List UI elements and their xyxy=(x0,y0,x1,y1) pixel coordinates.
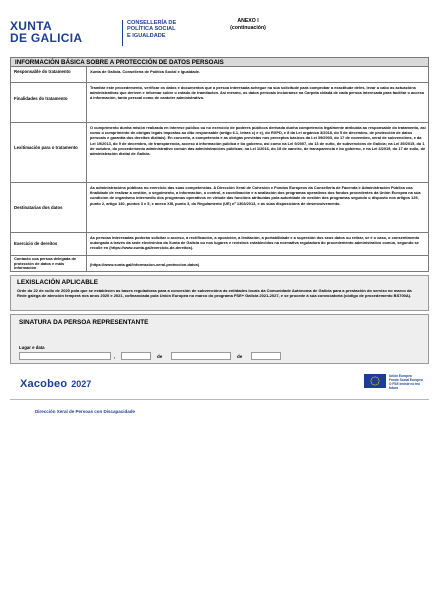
conselleria-line1: CONSELLERÍA DE xyxy=(127,20,177,26)
table-row-responsable xyxy=(10,67,429,83)
comma-separator: , xyxy=(114,354,116,359)
row-separator xyxy=(86,256,87,271)
xacobeo-text: Xacobeo xyxy=(20,378,68,390)
xunta-logo-line1: XUNTA xyxy=(10,19,52,33)
row-label: Contacto coa persoa delegada de protección de datos e máis información xyxy=(14,256,77,270)
row-separator xyxy=(86,233,87,255)
row-label: Exercicio de dereitos xyxy=(14,241,58,246)
footer-divider xyxy=(10,399,429,400)
place-input[interactable] xyxy=(19,352,111,360)
de-separator-1: de xyxy=(157,354,163,359)
anexo-title: ANEXO I xyxy=(237,18,259,24)
legislation-box xyxy=(10,275,429,311)
eu-fund-text xyxy=(389,375,429,391)
conselleria-line3: E IGUALDADE xyxy=(127,32,166,39)
data-protection-title-bar xyxy=(10,57,429,67)
row-value: Xunta de Galicia. Consellería de Política Social e Igualdade. xyxy=(90,69,201,74)
row-value-link[interactable]: (https://www.xunta.gal/informacion-xeral-proteccion-datos) xyxy=(90,262,200,267)
anexo-subtitle: (continuación) xyxy=(230,25,266,31)
xunta-logo xyxy=(10,20,120,46)
table-row-finalidades xyxy=(10,83,429,123)
direccion-xeral: Dirección Xeral de Persoas con Discapacidade xyxy=(35,409,136,414)
row-label: Finalidades do tratamento xyxy=(14,96,68,101)
row-value: O cumprimento dunha misión realizada en interese público ou no exercicio de poderes públicos derivada dunha competencia legalmente atribuída ao responsable do tratamento, así como o cumprimento de obrigas legais impostas ao dito responsable (artigo 6.1, letras c) e e), do RXPD, e 8 da Lei orgánica 3/2018, do 5 de decembro, de protección de datos persoais e garantía dos dereitos dixitais). En concreto, a competencia e as obrigas previstas nos preceptos básicos da Lei 39/2003, do 17 de novembro, xeral de subvencións, e da Lei 19/2013, do 9 de decembro, de transparencia, acceso á información pública e bo goberno, así como na Lei 9/2007, do 13 de xuño, de subvencións de Galicia; na Lei 39/2015, do 1 de outubro, do procedemento administrativo común das administracións públicas; na Lei 1/2016, do 18 de xaneiro, de transparencia e bo goberno, e na Lei 4/2019, do 17 de xullo, de administración dixital de Galicia. xyxy=(90,125,426,157)
legislation-text: Orde do 22 de xullo de 2020 pola que se establecen as bases reguladoras para a concesión de subvencións ás entidades locais da Comunidade Autónoma de Galicia para a prestación do servizo no marco da Rede galega de atención temperá nos anos 2020 e 2021, cofinanciada pola Unión Europea no marco do programa FSE+ Galicia 2021-2027, e se procede á súa convocatoria (código de procedemento BS700A). xyxy=(17,288,412,299)
row-separator xyxy=(86,67,87,82)
eu-flag-icon xyxy=(364,374,386,388)
row-value: Tramitar este procedemento, verificar os datos e documentos que a persoa interesada achegue na súa solicitude para comprobar a exactitude deles, levar a cabo as actuacións administrativas que deriven e informar sobre o estado de tramitación. Así mesmo, os datos persoais incluíranse na Carpeta cidadá de cada persoa interesada para facilitar o acceso á información, tanto persoal como de carácter administrativo. xyxy=(90,85,425,101)
year-input[interactable] xyxy=(251,352,281,360)
anexo-heading xyxy=(228,18,268,32)
eu-text-line1: Unión Europea xyxy=(389,374,412,378)
signature-title: SINATURA DA PERSOA REPRESENTANTE xyxy=(19,319,149,326)
logo-divider xyxy=(122,20,123,46)
table-row-destinatarias xyxy=(10,183,429,233)
table-row-lexitimacion xyxy=(10,123,429,183)
row-separator xyxy=(86,183,87,232)
de-separator-2: de xyxy=(237,354,243,359)
row-value: As administracións públicas no exercicio das súas competencias. A Dirección Xeral de Cohesión e Fondos Europeos da Consellería de Facenda e Administración Pública coa finalidade de realizar a xestión, o seguimento, a información, o control, a coordinación e a avaliación dos programas operativos dos fondos procedentes da Unión Europea na súa condición de organismo intermedio dos programas operativos en virtude das funcións atribuídas pola autoridade de xestión dos programas segundo o disposto nos artigos 125, punto 2, artigo 140, puntos 3 e 5, e anexo XIII, punto 3, do Regulamento (UE) nº 1303/2013, e as súas disposicións de desenvolvemento. xyxy=(90,185,421,206)
eu-text-line3: O FSE inviste no teu futuro xyxy=(389,381,420,390)
xunta-logo-line2: DE GALICIA xyxy=(10,31,83,45)
xacobeo-logo xyxy=(20,374,130,392)
place-date-label: Lugar e data xyxy=(19,345,45,350)
table-row-contacto xyxy=(10,256,429,272)
row-label: Lexitimación para o tratamento xyxy=(14,145,78,150)
table-row-dereitos xyxy=(10,233,429,256)
xacobeo-year: 2027 xyxy=(71,379,92,389)
row-label: Destinatarias dos datos xyxy=(14,205,63,210)
row-value: As persoas interesadas poderán solicitar o acceso, a rectificación, a oposición, a limitación, a portabilidade e a supresión dos seus datos ou retirar, se é o caso, o consentimento outorgado a través da sede electrónica da Xunta de Galicia ou nos lugares e rexistros establecidos na normativa reguladora do procedemento administrativo común, segundo se recolle en (https://www.xunta.gal/exercicio-de-dereitos). xyxy=(90,235,420,251)
eu-text-line2: Fondo Social Europeo xyxy=(389,377,423,382)
row-separator xyxy=(86,83,87,122)
data-protection-title: INFORMACIÓN BÁSICA SOBRE A PROTECCIÓN DE DATOS PERSOAIS xyxy=(15,59,224,66)
row-label: Responsable do tratamento xyxy=(14,69,71,74)
day-input[interactable] xyxy=(121,352,151,360)
eu-stars-icon xyxy=(364,374,386,388)
row-separator xyxy=(86,123,87,182)
conselleria-line2: POLÍTICA SOCIAL xyxy=(127,26,176,33)
legislation-title: LEXISLACIÓN APLICABLE xyxy=(17,279,99,286)
signature-box xyxy=(10,314,429,364)
month-input[interactable] xyxy=(171,352,231,360)
conselleria-name xyxy=(127,20,207,39)
